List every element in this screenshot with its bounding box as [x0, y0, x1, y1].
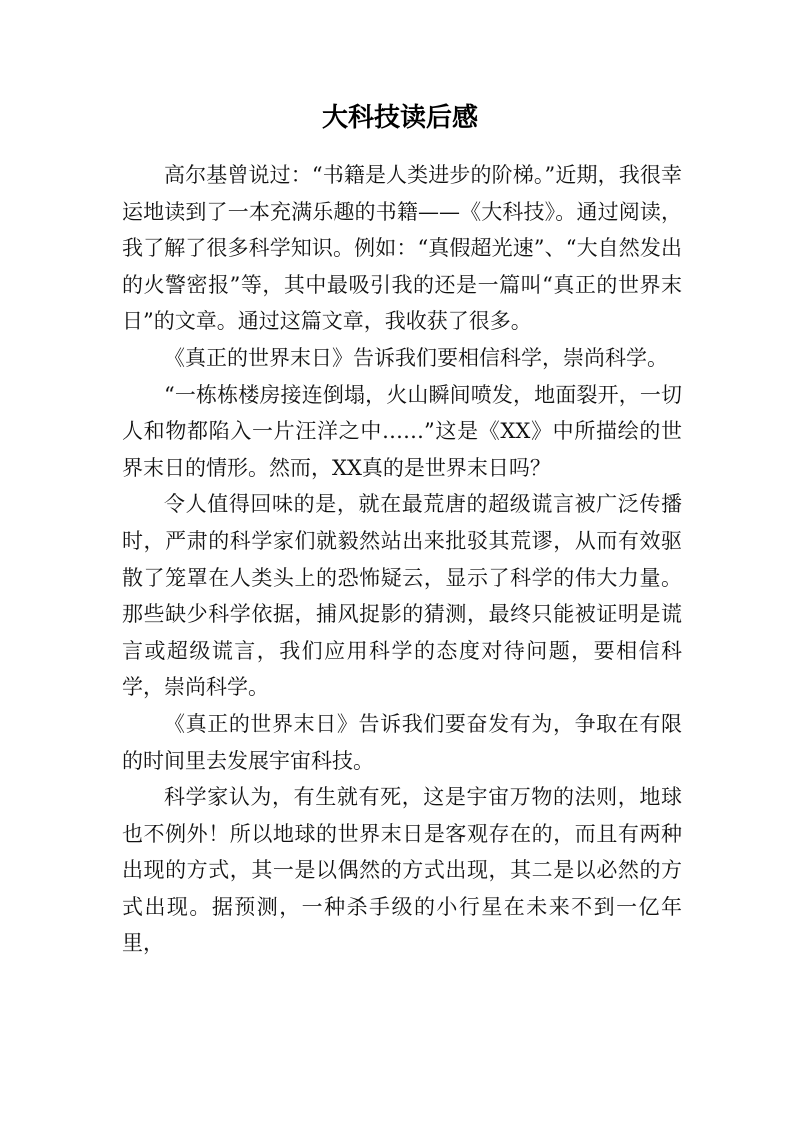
- paragraph-believe-science: 《真正的世界末日》告诉我们要相信科学，崇尚科学。: [164, 345, 668, 370]
- document-title: 大科技读后感: [321, 103, 478, 133]
- document-body: [122, 157, 682, 962]
- paragraph-intro: 高尔基曾说过：“书籍是人类进步的阶梯。”近期，我很幸运地读到了一本充满乐趣的书籍——《大科技》。通过阅读，我了解了很多科学知识。例如：“真假超光速”、“大自然发出的火警密报”等，其中最吸引我的还是一篇叫“真正的世界末日”的文章。通过这篇文章，我收获了很多。: [122, 163, 682, 334]
- paragraph-space-tech: 《真正的世界末日》告诉我们要奋发有为，争取在有限的时间里去发展宇宙科技。: [122, 711, 682, 773]
- paragraph-doomsday-scene: “一栋栋楼房接连倒塌，火山瞬间喷发，地面裂开，一切人和物都陷入一片汪洋之中……”这是《XX》中所描绘的世界末日的情形。然而，XX真的是世界末日吗？: [122, 382, 682, 480]
- paragraph-scientists-refute: 令人值得回味的是，就在最荒唐的超级谎言被广泛传播时，严肃的科学家们就毅然站出来批驳其荒谬，从而有效驱散了笼罩在人类头上的恐怖疑云，显示了科学的伟大力量。那些缺少科学依据，捕风捉影的猜测，最终只能被证明是谎言或超级谎言，我们应用科学的态度对待问题，要相信科学，崇尚科学。: [122, 492, 682, 700]
- paragraph-earth-end: 科学家认为，有生就有死，这是宇宙万物的法则，地球也不例外！所以地球的世界末日是客观存在的，而且有两种出现的方式，其一是以偶然的方式出现，其二是以必然的方式出现。据预测，一种杀手级的小行星在未来不到一亿年里，: [122, 785, 682, 956]
